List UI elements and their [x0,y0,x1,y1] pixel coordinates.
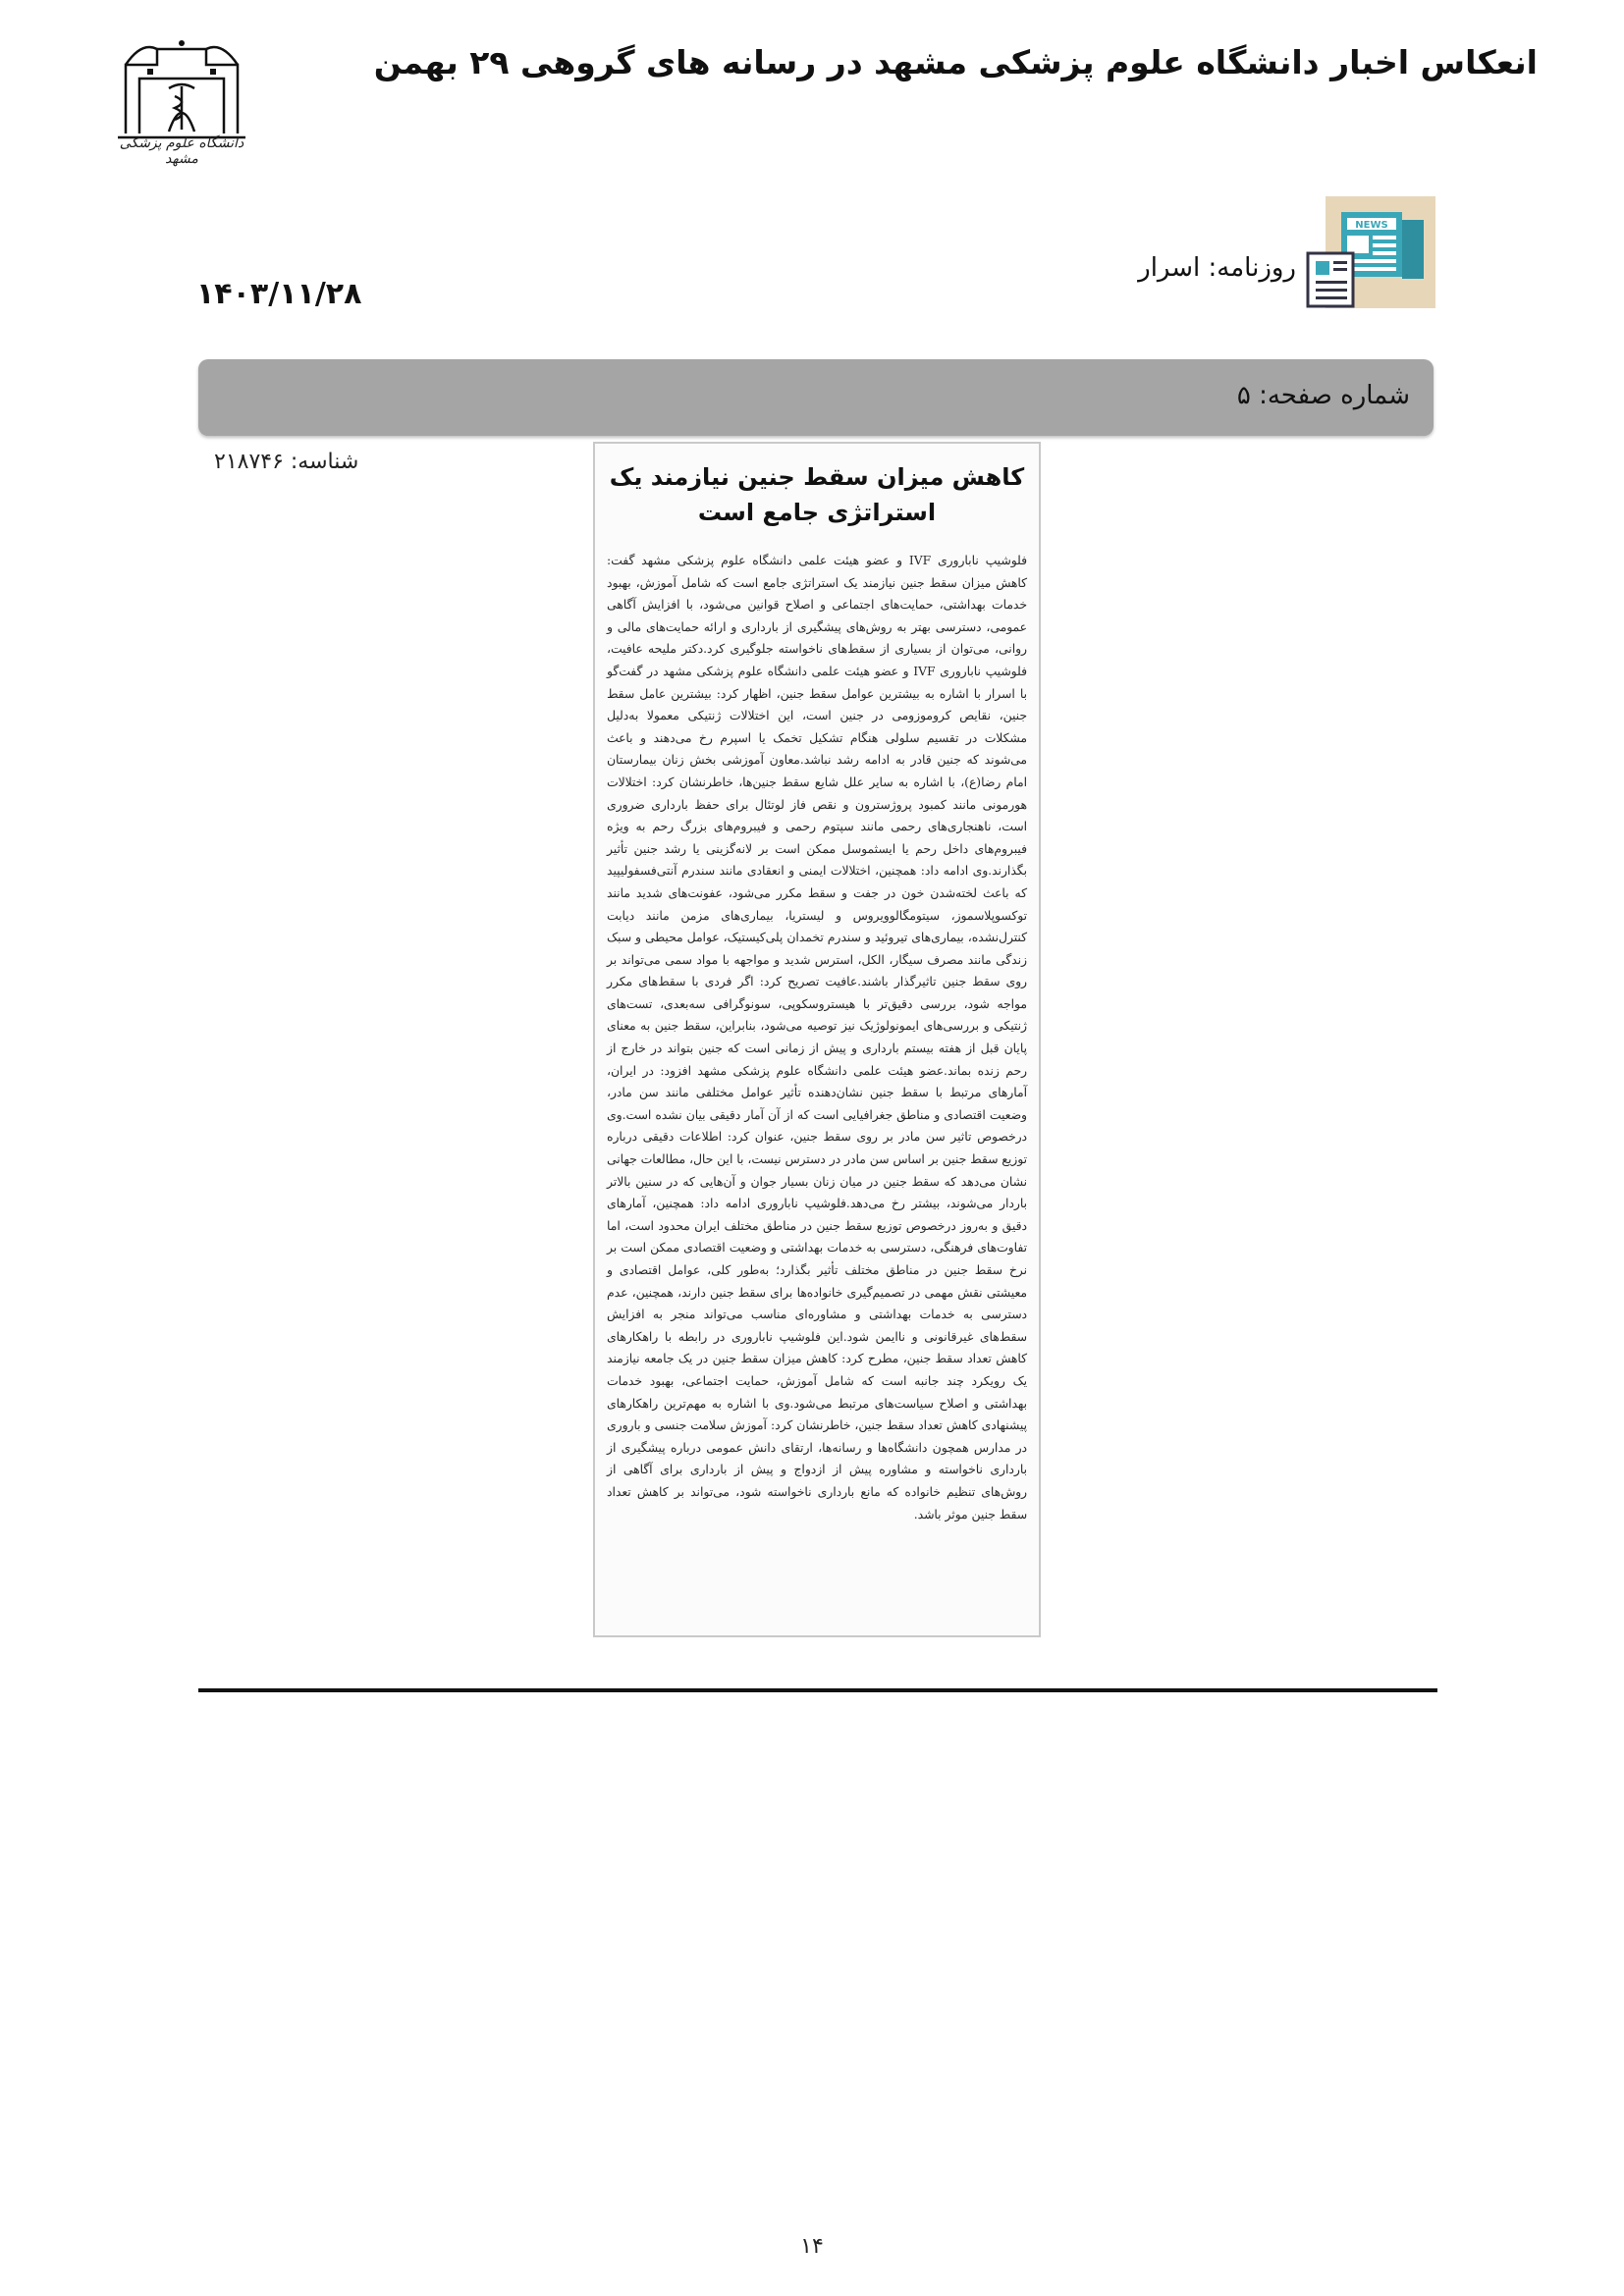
clipping-body: فلوشیپ نابارورى IVF و عضو هیئت علمی دانشگاه علوم پزشکی مشهد گفت: کاهش میزان سقط جنین نیازمند یک استراتژی جامع است که شامل آموزش، بهبود خدمات بهداشتی، حمایت‌های اجتماعی و اصلاح قوانین می‌شود، با افزایش آگاهی عمومی، دسترسی بهتر به روش‌های پیشگیری از بارداری و ارائه حمایت‌های مالی و روانی، می‌توان از بسیاری از سقط‌های ناخواسته جلوگیری کرد.دکتر ملیحه عافیت، فلوشیپ نابارورى IVF و عضو هیئت علمی دانشگاه علوم پزشکی مشهد در گفت‌گو با اسرار با اشاره به بیشترین عوامل سقط جنین، اظهار کرد: بیشترین عامل سقط جنین، نقایص کروموزومی در جنین است، این اختلالات ژنتیکی معمولا به‌دلیل مشکلات در تقسیم سلولی هنگام تشکیل تخمک یا اسپرم رخ می‌دهند و باعث می‌شوند که جنین قادر به ادامه رشد نباشد.معاون آموزشی بخش زنان بیمارستان امام رضا(ع)، با اشاره به سایر علل شایع سقط جنین‌ها، خاطرنشان کرد: اختلالات هورمونی مانند کمبود پروژسترون و نقص فاز لوتئال برای حفظ بارداری ضروری است، ناهنجاری‌های رحمی مانند سپتوم رحمی و فیبروم‌های بزرگ رحم به ویژه فیبروم‌های داخل رحم یا ایسثموسل ممکن است بر لانه‌گزینی یا رشد جنین تأثیر بگذارند.وی ادامه داد: همچنین، اختلالات ایمنی و انعقادی مانند سندرم آنتی‌فسفولیپید که باعث لخته‌شدن خون در جفت و سقط مکرر می‌شود، عفونت‌های شدید مانند توکسوپلاسموز، سیتومگالوویروس و لیستریا، بیماری‌های مزمن مانند دیابت کنترل‌نشده، بیماری‌های تیروئید و سندرم تخمدان پلی‌کیستیک، عوامل محیطی و سبک زندگی مانند مصرف سیگار، الکل، استرس شدید و مواجهه با مواد سمی می‌تواند بر روی سقط جنین تاثیرگذار باشند.عافیت تصریح کرد: اگر فردی با سقط‌های مکرر مواجه شود، بررسی دقیق‌تر با هیستروسکوپی، سونوگرافی سه‌بعدی، تست‌های ژنتیکی و بررسی‌های ایمونولوژیک نیز توصیه می‌شود، بنابراین، سقط جنین به معنای پایان قبل از هفته بیستم بارداری و پیش از زمانی است که جنین بتواند در خارج از رحم زنده بماند.عضو هیئت علمی دانشگاه علوم پزشکی مشهد افزود: در ایران، آمارهای مرتبط با سقط جنین نشان‌دهنده تأثیر عوامل مختلفی مانند سن مادر، وضعیت اقتصادی و مناطق جغرافیایی است که از آن آمار دقیقی بیان نشده است.وی درخصوص تاثیر سن مادر بر روی سقط جنین، عنوان کرد: اطلاعات دقیقی درباره توزیع سقط جنین بر اساس سن مادر در دسترس نیست، با این حال، مطالعات جهانی نشان می‌دهد که سقط جنین در میان زنان بسیار جوان و آن‌هایی که در سنین بالاتر باردار می‌شوند، بیشتر رخ می‌دهد.فلوشیپ نابارورى ادامه داد: همچنین، آمارهای دقیق و به‌روز درخصوص توزیع سقط جنین در مناطق مختلف ایران محدود است، اما تفاوت‌های فرهنگی، دسترسی به خدمات بهداشتی و وضعیت اقتصادی ممکن است بر نرخ سقط جنین در مناطق مختلف تأثیر بگذارد؛ به‌طور کلی، عوامل اقتصادی و معیشتی نقش مهمی در تصمیم‌گیری خانواده‌ها برای سقط جنین دارند، همچنین، عدم دسترسی به خدمات بهداشتی و مشاوره‌ای مناسب می‌تواند منجر به افزایش سقط‌های غیرقانونی و ناایمن شود.این فلوشیپ نابارورى در رابطه با راهکارهای کاهش تعداد سقط جنین، مطرح کرد: کاهش میزان سقط جنین در یک جامعه نیازمند یک رویکرد چند جانبه است که شامل آموزش، حمایت اجتماعی، بهبود خدمات بهداشتی و اصلاح سیاست‌های مرتبط می‌شود.وی با اشاره به مهم‌ترین راهکارهای پیشنهادی کاهش تعداد سقط جنین، خاطرنشان کرد: آموزش سلامت جنسی و باروری در مدارس همچون دانشگاه‌ها و رسانه‌ها، ارتقای دانش عمومی درباره پیشگیری از بارداری ناخواسته و مشاوره پیش از ازدواج و پیش از بارداری برای آگاهی از روش‌های تنظیم خانواده که مانع بارداری ناخواسته شود، می‌تواند بر کاهش تعداد سقط جنین موثر باشد. [607,554,1028,1522]
newspaper-name: روزنامه: اسرار [1138,253,1296,283]
university-emblem-icon [118,35,245,143]
page-number-label: شماره صفحه: ۵ [1236,381,1410,410]
report-title: انعکاس اخبار دانشگاه علوم پزشکی مشهد در رسانه های گروهی ۲۹ بهمن [373,43,1538,81]
page-footer-number: ۱۴ [800,2234,824,2259]
publication-date: ۱۴۰۳/۱۱/۲۸ [196,277,362,311]
bottom-divider [198,1688,1437,1692]
newspaper-clipping [593,442,1041,1637]
article-identifier: شناسه: ۲۱۸۷۴۶ [214,450,359,474]
logo-caption: دانشگاه علوم پزشکی مشهد [119,135,244,167]
newspaper-icon [1306,196,1435,308]
page-number-bar [198,359,1434,436]
news-icon-text: NEWS [1355,220,1388,231]
clipping-headline: کاهش میزان سقط جنین نیازمند یک استراتژی جامع است [609,463,1025,526]
